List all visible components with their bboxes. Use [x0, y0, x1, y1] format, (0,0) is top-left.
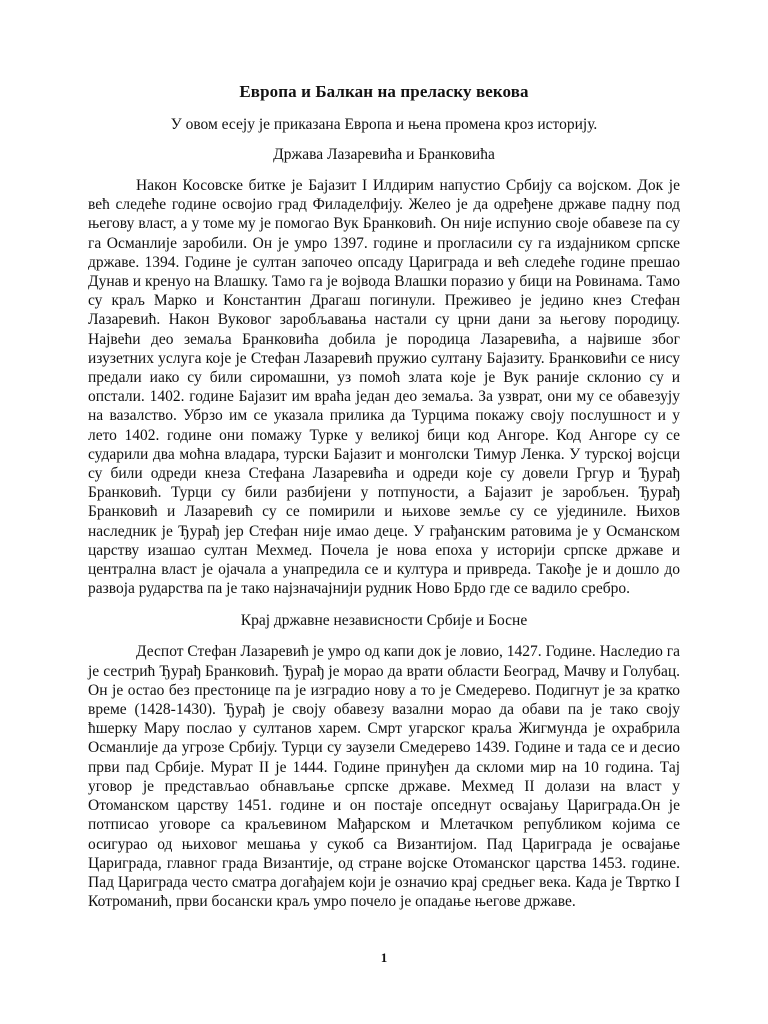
- section-heading: Крај државне независности Србије и Босне: [240, 612, 528, 630]
- section-paragraph: Деспот Стефан Лазаревић је умро од капи док је ловио, 1427. Године. Наследио га је сестрић Ђурађ Бранковић. Ђурађ је морао да врати области Београд, Мачву и Голубац. Он је остао без престонице па је изградио нову а то је Смедерево. Подигнут је за кратко време (1428-1430). Ђурађ је своју обавезу вазални морао да обави па је тако своју ћшерку Мару послао у султанов харем. Смрт угарског краља Жигмунда је охрабрила Османлије да угрозе Србију. Турци су заузели Смедерево 1439. Године и тада се и десио први пад Србије. Мурат II је 1444. Године принуђен да скломи мир на 10 година. Тај уговор је представљао обнављање српске државе. Мехмед II долази на власт у Отоманском царству 1451. године и он постаје опседнут освајању Цариграда.Он је потписао уговоре са краљевином Мађарском и Млетачком републиком којима се осигурао од њиховог мешања у сукоб са Византијом. Пад Цариграда је освајање Цариграда, главног града Византије, од стране војске Отоманског царства 1453. године. Пад Цариграда често сматра догађајем који је означио крај средњег века. Када је Твртко I Котроманић, први босански краљ умро почело је опадање његове државе.: [88, 643, 680, 911]
- section-paragraph: Након Косовске битке је Бајазит I Илдирим напустио Србију са војском. Док је већ следеће године освојио град Филаделфију. Желео је да одређене државе падну под његову власт, а у томе му је помогао Вук Бранковић. Он није испунио своје обавезе па су га Османлије заробили. Он је умро 1397. године и прогласили су га издајником српске државе. 1394. Године је султан започео опсаду Цариграда и већ следеће године прешао Дунав и кренуо на Влашку. Тамо га је војвода Влашки поразио у бици на Ровинама. Тамо су краљ Марко и Константин Драгаш погинули. Преживео је једино кнез Стефан Лазаревић. Након Вуковог заробљавања настали су црни дани за његову породицу. Највећи део земаља Бранковића добила је породица Лазаревића, а највише због изузетних услуга које је Стефан Лазаревић пружио султану Бајазиту. Бранковићи се нису предали иако су били сиромашни, уз помоћ злата које је Вук раније склонио су и опстали. 1402. године Бајазит им враћа један део земаља. За узврат, они му се обавезују на вазалство. Убрзо им се указала прилика да Турцима покажу своју послушност и у лето 1402. године они помажу Турке у великој бици код Ангоре. Код Ангоре су се сударили два моћна владара, турски Бајазит и монголски Тимур Ленка. У турској војсци су били одреди кнеза Стефана Лазаревића и одреди које су довели Гргур и Ђурађ Бранковић. Турци су били разбијени у потпуности, а Бајазит је заробљен. Ђурађ Бранковић и Лазаревић су се помирили и њихове земље су се ујединиле. Њихов наследник је Ђурађ јер Стефан није имао деце. У грађанским ратовима је у Османском царству изашао султан Мехмед. Почела је нова епоха у историји српске државе и централна власт је ојачала а унапредила се и култура и привреда. Такође је и дошло до развоја рударства па је тако најзначајнији рудник Ново Брдо где се вадило сребро.: [88, 177, 680, 598]
- document-title: Европа и Балкан на преласку векова: [239, 82, 529, 101]
- intro-text: У овом есеју је приказана Европа и њена промена кроз историју.: [170, 116, 598, 133]
- section-heading: Држава Лазаревића и Бранковића: [273, 146, 495, 163]
- section-lazarevic-brankovic: [88, 146, 680, 598]
- page-number: 1: [380, 950, 388, 965]
- section-end-of-independence: [88, 612, 680, 911]
